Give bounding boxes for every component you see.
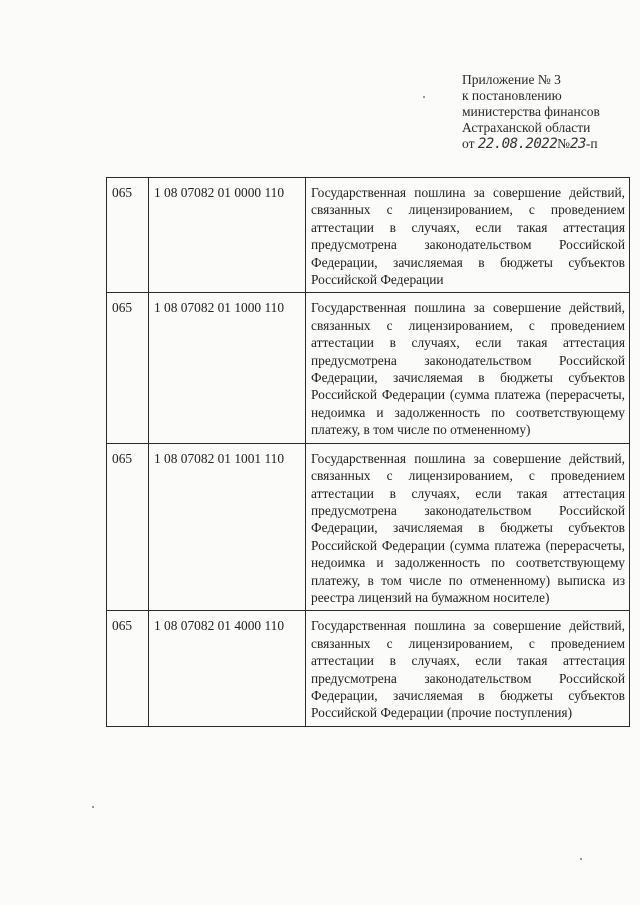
appendix-header	[462, 72, 600, 152]
number-suffix: -п	[585, 136, 598, 151]
resolution-reference: к постановлению	[462, 88, 562, 103]
kbk-code-cell: 1 08 07082 01 0000 110	[149, 178, 306, 293]
admin-code-cell: 065	[107, 443, 149, 611]
admin-code-cell: 065	[107, 611, 149, 726]
description-cell: Государственная пошлина за совершение действий, связанных с лицензированием, с проведением аттестации в случаях, если такая аттестация предусмотрена законодательством Российской Федерации, зачисляемая в бюджеты субъектов Российской Федерации (сумма платежа (перерасчеты, недоимка и задолженность по соответствующему платежу, в том числе по отмененному)	[306, 293, 630, 443]
handwritten-date: 22.08.2022	[477, 136, 558, 152]
table-row	[107, 293, 630, 443]
date-prefix: от	[462, 136, 475, 151]
budget-codes-table	[106, 177, 630, 727]
admin-code-cell: 065	[107, 178, 149, 293]
description-cell: Государственная пошлина за совершение действий, связанных с лицензированием, с проведением аттестации в случаях, если такая аттестация предусмотрена законодательством Российской Федерации, зачисляемая в бюджеты субъектов Российской Федерации (прочие поступления)	[306, 611, 630, 726]
appendix-number: Приложение № 3	[462, 72, 561, 87]
table-row	[107, 178, 630, 293]
region-name: Астраханской области	[462, 120, 591, 135]
resolution-date-line	[462, 136, 600, 152]
description-cell: Государственная пошлина за совершение действий, связанных с лицензированием, с проведением аттестации в случаях, если такая аттестация предусмотрена законодательством Российской Федерации, зачисляемая в бюджеты субъектов Российской Федерации	[306, 178, 630, 293]
kbk-code-cell: 1 08 07082 01 4000 110	[149, 611, 306, 726]
table-row	[107, 443, 630, 611]
admin-code-cell: 065	[107, 293, 149, 443]
table-row	[107, 611, 630, 726]
ministry-name: министерства финансов	[462, 104, 600, 119]
description-cell: Государственная пошлина за совершение действий, связанных с лицензированием, с проведением аттестации в случаях, если такая аттестация предусмотрена законодательством Российской Федерации, зачисляемая в бюджеты субъектов Российской Федерации (сумма платежа (перерасчеты, недоимка и задолженность по соответствующему платежу, в том числе по отмененному) выписка из реестра лицензий на бумажном носителе)	[306, 443, 630, 611]
kbk-code-cell: 1 08 07082 01 1000 110	[149, 293, 306, 443]
scan-speck	[423, 96, 425, 98]
number-prefix: №	[557, 136, 571, 151]
scan-speck	[92, 806, 94, 808]
handwritten-number: 23	[570, 136, 586, 152]
kbk-code-cell: 1 08 07082 01 1001 110	[149, 443, 306, 611]
scan-speck	[580, 858, 582, 860]
